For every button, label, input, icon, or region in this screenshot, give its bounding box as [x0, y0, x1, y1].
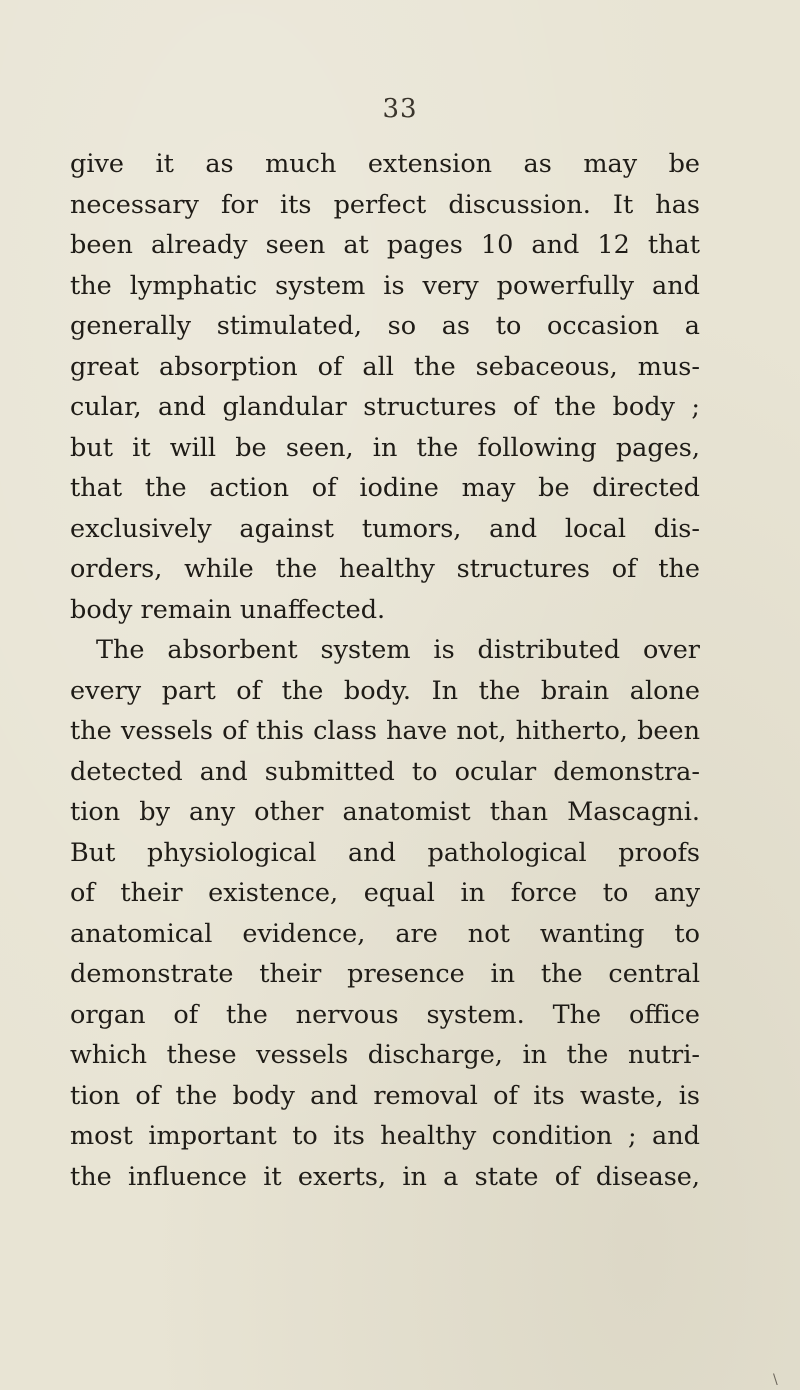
text-line-paragraph-start: The absorbent system is distributed over — [96, 635, 700, 665]
text-line: tion by any other anatomist than Mascagni. — [70, 797, 700, 827]
text-line: the influence it exerts, in a state of disease, — [70, 1161, 700, 1192]
text-line: which these vessels discharge, in the nutri- — [70, 1040, 700, 1070]
text-line: most important to its healthy condition ; and — [70, 1121, 700, 1151]
text-line: of their existence, equal in force to any — [70, 878, 700, 908]
text-line: orders, while the healthy structures of the — [70, 554, 700, 584]
text-line: generally stimulated, so as to occasion a — [70, 311, 700, 341]
text-line: give it as much extension as may be — [70, 149, 700, 179]
text-line: every part of the body. In the brain alone — [70, 675, 700, 706]
page-number: 33 — [382, 94, 418, 124]
text-line: But physiological and pathological proofs — [70, 837, 700, 868]
text-line: detected and submitted to ocular demonstra- — [70, 756, 700, 787]
text-line: anatomical evidence, are not wanting to — [70, 918, 700, 949]
text-line: but it will be seen, in the following pages, — [70, 432, 700, 463]
text-line: that the action of iodine may be directed — [70, 473, 700, 503]
text-line-paragraph-end: body remain unaffected. — [70, 594, 386, 625]
text-line: great absorption of all the sebaceous, mus- — [70, 351, 700, 382]
text-line: demonstrate their presence in the central — [70, 959, 700, 989]
text-line: exclusively against tumors, and local dis- — [70, 513, 700, 544]
text-line: organ of the nervous system. The office — [70, 999, 700, 1030]
body-text — [70, 144, 700, 1197]
text-line: cular, and glandular structures of the body ; — [70, 392, 700, 422]
text-line: been already seen at pages 10 and 12 that — [70, 230, 700, 260]
corner-mark: \ — [773, 1372, 778, 1388]
text-line: necessary for its perfect discussion. It has — [70, 189, 700, 220]
text-line: tion of the body and removal of its waste, is — [70, 1080, 700, 1111]
text-line: the lymphatic system is very powerfully and — [70, 270, 700, 301]
text-line: the vessels of this class have not, hitherto, been — [70, 716, 700, 746]
